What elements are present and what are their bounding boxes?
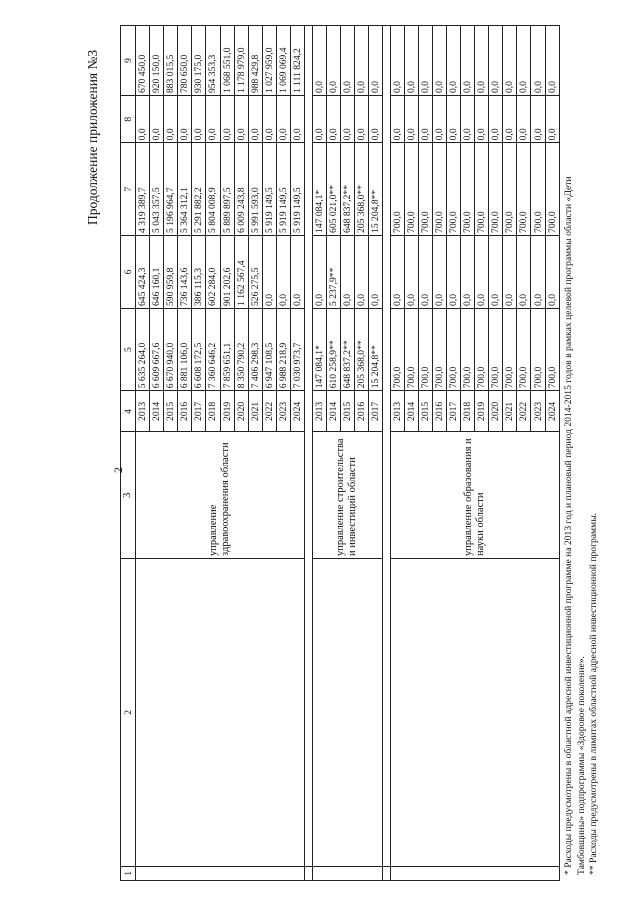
amount-cell: 5 919 149,5 — [262, 143, 276, 236]
amount-cell: 602 284,0 — [206, 235, 220, 308]
amount-cell: 1 069 069,4 — [276, 26, 290, 96]
year-cell: 2018 — [206, 391, 220, 432]
amount-cell: 5 043 357,5 — [150, 143, 164, 236]
amount-cell: 700,0 — [517, 309, 531, 391]
year-cell: 2016 — [354, 391, 368, 432]
amount-cell: 700,0 — [447, 143, 461, 236]
year-cell: 2016 — [178, 391, 192, 432]
amount-cell: 700,0 — [531, 309, 545, 391]
amount-cell: 0,0 — [475, 96, 489, 143]
amount-cell: 6 881 106,0 — [178, 309, 192, 391]
amount-cell: 0,0 — [419, 26, 433, 96]
table-row — [312, 26, 326, 881]
amount-cell: 646 160,1 — [150, 235, 164, 308]
amount-cell: 0,0 — [531, 235, 545, 308]
budget-table — [120, 25, 560, 881]
year-cell: 2015 — [164, 391, 178, 432]
amount-cell: 0,0 — [354, 235, 368, 308]
amount-cell: 0,0 — [475, 26, 489, 96]
column-1-cell — [136, 866, 305, 880]
footnote-line: * Расходы предусмотрены в областной адресной инвестиционной программе на 2013 год и плановый период 2014-2015 годов в рамках целевой программы области «Дети — [563, 176, 574, 875]
amount-cell: 0,0 — [475, 235, 489, 308]
amount-cell: 0,0 — [340, 235, 354, 308]
year-cell: 2015 — [419, 391, 433, 432]
amount-cell: 700,0 — [503, 309, 517, 391]
amount-cell: 5 919 149,5 — [276, 143, 290, 236]
amount-cell: 700,0 — [461, 309, 475, 391]
amount-cell: 5 804 008,9 — [206, 143, 220, 236]
amount-cell: 988 429,8 — [248, 26, 262, 96]
amount-cell: 0,0 — [220, 96, 234, 143]
amount-cell: 670 450,0 — [136, 26, 150, 96]
column-number: 4 — [121, 391, 136, 432]
amount-cell: 5 889 897,5 — [220, 143, 234, 236]
amount-cell: 700,0 — [531, 143, 545, 236]
amount-cell: 883 015,5 — [164, 26, 178, 96]
amount-cell: 0,0 — [262, 96, 276, 143]
amount-cell: 0,0 — [489, 26, 503, 96]
amount-cell: 0,0 — [340, 96, 354, 143]
amount-cell: 8 350 790,2 — [234, 309, 248, 391]
amount-cell: 0,0 — [312, 26, 326, 96]
amount-cell: 15 204,8** — [368, 309, 382, 391]
year-cell: 2020 — [234, 391, 248, 432]
amount-cell: 0,0 — [262, 235, 276, 308]
amount-cell: 0,0 — [503, 235, 517, 308]
amount-cell: 0,0 — [150, 96, 164, 143]
table-row — [391, 26, 405, 881]
amount-cell: 0,0 — [503, 26, 517, 96]
amount-cell: 605 021,0** — [326, 143, 340, 236]
amount-cell: 0,0 — [391, 235, 405, 308]
column-number: 8 — [121, 96, 136, 143]
amount-cell: 0,0 — [276, 96, 290, 143]
amount-cell: 0,0 — [489, 235, 503, 308]
amount-cell: 1 162 567,4 — [234, 235, 248, 308]
amount-cell: 147 084,1* — [312, 309, 326, 391]
amount-cell: 0,0 — [405, 235, 419, 308]
amount-cell: 6 988 218,9 — [276, 309, 290, 391]
year-cell: 2014 — [405, 391, 419, 432]
amount-cell: 0,0 — [248, 96, 262, 143]
column-2-cell — [312, 558, 382, 866]
amount-cell: 590 959,8 — [164, 235, 178, 308]
year-cell: 2017 — [447, 391, 461, 432]
amount-cell: 5 237,9** — [326, 235, 340, 308]
column-number: 9 — [121, 26, 136, 96]
amount-cell: 700,0 — [545, 143, 559, 236]
amount-cell: 6 009 243,8 — [234, 143, 248, 236]
column-number: 7 — [121, 143, 136, 236]
year-cell: 2021 — [248, 391, 262, 432]
amount-cell: 700,0 — [489, 143, 503, 236]
year-cell: 2023 — [276, 391, 290, 432]
column-1-cell — [391, 866, 560, 880]
amount-cell: 7 030 973,7 — [290, 309, 304, 391]
amount-cell: 0,0 — [419, 96, 433, 143]
amount-cell: 205 368,0** — [354, 143, 368, 236]
year-cell: 2022 — [262, 391, 276, 432]
amount-cell: 4 319 389,7 — [136, 143, 150, 236]
amount-cell: 648 837,2** — [340, 143, 354, 236]
year-cell: 2021 — [503, 391, 517, 432]
footnotes — [563, 25, 601, 875]
year-cell: 2013 — [312, 391, 326, 432]
amount-cell: 0,0 — [461, 26, 475, 96]
appendix-subtitle: Продолжение приложения №3 — [85, 49, 100, 225]
year-cell: 2017 — [368, 391, 382, 432]
year-cell: 2023 — [531, 391, 545, 432]
amount-cell: 5 991 593,0 — [248, 143, 262, 236]
amount-cell: 0,0 — [433, 96, 447, 143]
amount-cell: 526 275,5 — [248, 235, 262, 308]
amount-cell: 0,0 — [447, 26, 461, 96]
amount-cell: 0,0 — [433, 26, 447, 96]
amount-cell: 1 027 959,0 — [262, 26, 276, 96]
year-cell: 2013 — [391, 391, 405, 432]
amount-cell: 0,0 — [290, 96, 304, 143]
amount-cell: 0,0 — [354, 26, 368, 96]
amount-cell: 700,0 — [517, 143, 531, 236]
amount-cell: 0,0 — [391, 96, 405, 143]
group-spacer-row — [383, 26, 391, 881]
amount-cell: 700,0 — [419, 143, 433, 236]
amount-cell: 0,0 — [405, 96, 419, 143]
amount-cell: 147 084,1* — [312, 143, 326, 236]
year-cell: 2024 — [290, 391, 304, 432]
amount-cell: 610 258,9** — [326, 309, 340, 391]
amount-cell: 0,0 — [234, 96, 248, 143]
year-cell: 2014 — [326, 391, 340, 432]
footnote-line: ** Расходы предусмотрены в лимитах областной адресной инвестиционной программы. — [588, 512, 599, 875]
amount-cell: 6 670 940,0 — [164, 309, 178, 391]
amount-cell: 0,0 — [447, 235, 461, 308]
amount-cell: 954 353,3 — [206, 26, 220, 96]
amount-cell: 700,0 — [433, 143, 447, 236]
amount-cell: 7 406 298,3 — [248, 309, 262, 391]
organization-cell: управление образования и науки области — [391, 432, 560, 559]
amount-cell: 700,0 — [405, 309, 419, 391]
amount-cell: 5 291 882,2 — [192, 143, 206, 236]
amount-cell: 6 947 108,5 — [262, 309, 276, 391]
amount-cell: 1 068 551,0 — [220, 26, 234, 96]
amount-cell: 5 919 149,5 — [290, 143, 304, 236]
amount-cell: 0,0 — [405, 26, 419, 96]
amount-cell: 700,0 — [461, 143, 475, 236]
amount-cell: 700,0 — [475, 309, 489, 391]
amount-cell: 0,0 — [517, 26, 531, 96]
amount-cell: 0,0 — [326, 96, 340, 143]
amount-cell: 0,0 — [545, 96, 559, 143]
amount-cell: 5 635 264,0 — [136, 309, 150, 391]
column-1-cell — [312, 866, 382, 880]
group-spacer-row — [304, 26, 312, 881]
amount-cell: 0,0 — [326, 26, 340, 96]
year-cell: 2016 — [433, 391, 447, 432]
year-cell: 2022 — [517, 391, 531, 432]
amount-cell: 700,0 — [433, 309, 447, 391]
amount-cell: 700,0 — [391, 143, 405, 236]
column-number: 3 — [121, 432, 136, 559]
amount-cell: 0,0 — [545, 26, 559, 96]
amount-cell: 6 608 172,5 — [192, 309, 206, 391]
column-2-cell — [391, 558, 560, 866]
amount-cell: 0,0 — [545, 235, 559, 308]
year-cell: 2019 — [220, 391, 234, 432]
amount-cell: 700,0 — [419, 309, 433, 391]
amount-cell: 5 196 964,7 — [164, 143, 178, 236]
amount-cell: 700,0 — [545, 309, 559, 391]
footnote-line: Тамбовщины» подпрограммы «Здоровое поколение». — [575, 656, 587, 875]
organization-cell: управление строительства и инвестиций области — [312, 432, 382, 559]
amount-cell: 0,0 — [164, 96, 178, 143]
amount-cell: 700,0 — [503, 143, 517, 236]
amount-cell: 386 115,3 — [192, 235, 206, 308]
amount-cell: 700,0 — [391, 309, 405, 391]
amount-cell: 0,0 — [461, 235, 475, 308]
amount-cell: 700,0 — [447, 309, 461, 391]
year-cell: 2019 — [475, 391, 489, 432]
amount-cell: 648 837,2** — [340, 309, 354, 391]
amount-cell: 0,0 — [489, 96, 503, 143]
amount-cell: 645 424,3 — [136, 235, 150, 308]
column-number: 6 — [121, 235, 136, 308]
amount-cell: 0,0 — [206, 96, 220, 143]
column-number: 2 — [121, 558, 136, 866]
amount-cell: 0,0 — [178, 96, 192, 143]
amount-cell: 930 175,0 — [192, 26, 206, 96]
amount-cell: 736 143,6 — [178, 235, 192, 308]
column-number: 5 — [121, 309, 136, 391]
year-cell: 2018 — [461, 391, 475, 432]
amount-cell: 0,0 — [340, 26, 354, 96]
amount-cell: 0,0 — [503, 96, 517, 143]
amount-cell: 0,0 — [368, 235, 382, 308]
amount-cell: 0,0 — [312, 235, 326, 308]
amount-cell: 0,0 — [276, 235, 290, 308]
amount-cell: 0,0 — [517, 96, 531, 143]
year-cell: 2014 — [150, 391, 164, 432]
amount-cell: 15 204,8** — [368, 143, 382, 236]
column-number: 1 — [121, 866, 136, 880]
column-2-cell — [136, 558, 305, 866]
amount-cell: 1 111 824,2 — [290, 26, 304, 96]
amount-cell: 0,0 — [447, 96, 461, 143]
amount-cell: 0,0 — [368, 96, 382, 143]
amount-cell: 901 202,6 — [220, 235, 234, 308]
amount-cell: 0,0 — [391, 26, 405, 96]
amount-cell: 700,0 — [475, 143, 489, 236]
table-header-row — [121, 26, 136, 881]
amount-cell: 780 650,0 — [178, 26, 192, 96]
year-cell: 2024 — [545, 391, 559, 432]
amount-cell: 5 364 312,1 — [178, 143, 192, 236]
amount-cell: 0,0 — [433, 235, 447, 308]
amount-cell: 0,0 — [461, 96, 475, 143]
amount-cell: 0,0 — [136, 96, 150, 143]
organization-cell: управление здравоохранения области — [136, 432, 305, 559]
amount-cell: 6 609 667,6 — [150, 309, 164, 391]
amount-cell: 700,0 — [405, 143, 419, 236]
page-number: 2 — [111, 467, 125, 473]
amount-cell: 0,0 — [312, 96, 326, 143]
year-cell: 2020 — [489, 391, 503, 432]
year-cell: 2017 — [192, 391, 206, 432]
amount-cell: 0,0 — [419, 235, 433, 308]
amount-cell: 0,0 — [531, 26, 545, 96]
amount-cell: 205 368,0** — [354, 309, 368, 391]
amount-cell: 0,0 — [517, 235, 531, 308]
amount-cell: 700,0 — [489, 309, 503, 391]
year-cell: 2013 — [136, 391, 150, 432]
year-cell: 2015 — [340, 391, 354, 432]
amount-cell: 0,0 — [368, 26, 382, 96]
amount-cell: 7 360 646,2 — [206, 309, 220, 391]
amount-cell: 7 859 651,1 — [220, 309, 234, 391]
table-row — [136, 26, 150, 881]
amount-cell: 920 150,0 — [150, 26, 164, 96]
amount-cell: 0,0 — [192, 96, 206, 143]
amount-cell: 0,0 — [290, 235, 304, 308]
amount-cell: 1 178 979,0 — [234, 26, 248, 96]
amount-cell: 0,0 — [531, 96, 545, 143]
amount-cell: 0,0 — [354, 96, 368, 143]
